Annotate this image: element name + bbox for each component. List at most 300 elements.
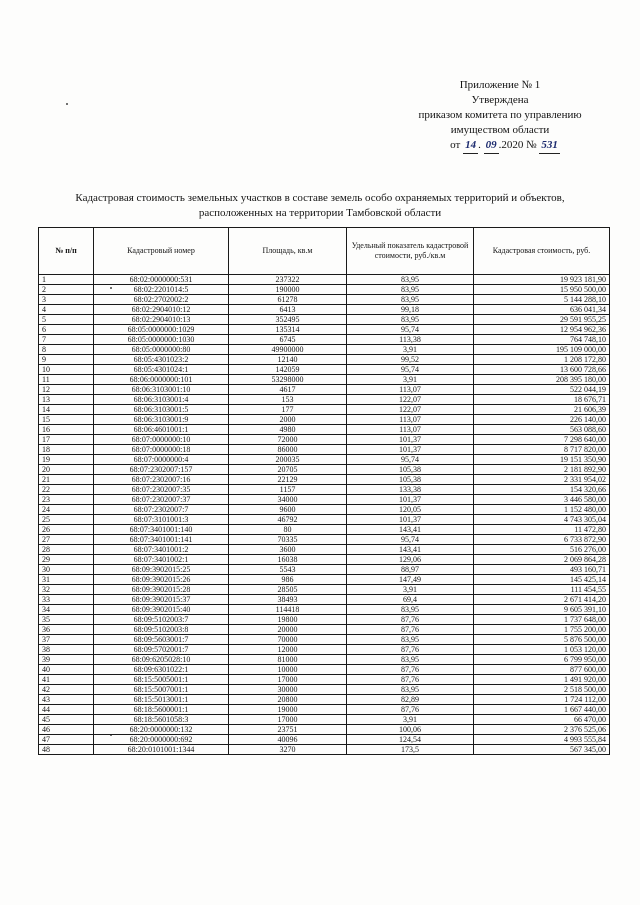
cadastral-number: 68:07:0000000:10 (94, 435, 229, 445)
row-number: 2 (39, 285, 94, 295)
row-number: 36 (39, 625, 94, 635)
table-row (39, 415, 610, 425)
area-value: 114418 (229, 605, 347, 615)
specific-value: 3,91 (347, 715, 474, 725)
cadastral-value: 12 954 962,36 (474, 325, 610, 335)
area-value: 70335 (229, 535, 347, 545)
header-cadastral-value: Кадастровая стоимость, руб. (474, 228, 610, 275)
area-value: 49900000 (229, 345, 347, 355)
title-line-2: расположенных на территории Тамбовской области (198, 207, 442, 219)
table-row (39, 465, 610, 475)
table-row (39, 585, 610, 595)
cadastral-value: 226 140,00 (474, 415, 610, 425)
cadastral-value: 21 606,39 (474, 405, 610, 415)
area-value: 153 (229, 395, 347, 405)
cadastral-value: 19 923 181,90 (474, 275, 610, 285)
cadastral-value: 9 605 391,10 (474, 605, 610, 615)
specific-value: 95,74 (347, 325, 474, 335)
row-number: 17 (39, 435, 94, 445)
table-row (39, 365, 610, 375)
area-value: 10000 (229, 665, 347, 675)
specific-value: 173,5 (347, 745, 474, 755)
cadastral-value: 2 518 500,00 (474, 685, 610, 695)
area-value: 4980 (229, 425, 347, 435)
row-number: 47 (39, 735, 94, 745)
area-value: 38493 (229, 595, 347, 605)
area-value: 19800 (229, 615, 347, 625)
area-value: 6745 (229, 335, 347, 345)
table-row (39, 385, 610, 395)
row-number: 28 (39, 545, 94, 555)
table-row (39, 545, 610, 555)
cadastral-number: 68:06:4601001:1 (94, 425, 229, 435)
approved-label: Утверждена (471, 94, 529, 106)
cadastral-value: 145 425,14 (474, 575, 610, 585)
specific-value: 113,07 (347, 385, 474, 395)
header-cadastral-number: Кадастровый номер (94, 228, 229, 275)
cadastral-number: 68:02:2904010:13 (94, 315, 229, 325)
row-number: 3 (39, 295, 94, 305)
table-row (39, 695, 610, 705)
cadastral-value: 111 454,55 (474, 585, 610, 595)
area-value: 19000 (229, 705, 347, 715)
cadastral-value: 11 472,80 (474, 525, 610, 535)
specific-value: 87,76 (347, 645, 474, 655)
specific-value: 3,91 (347, 585, 474, 595)
table-row (39, 345, 610, 355)
cadastral-number: 68:06:0000000:101 (94, 375, 229, 385)
cadastral-value: 516 276,00 (474, 545, 610, 555)
cadastral-value: 2 069 864,28 (474, 555, 610, 565)
table-row (39, 685, 610, 695)
table-row (39, 715, 610, 725)
row-number: 8 (39, 345, 94, 355)
table-row (39, 375, 610, 385)
specific-value: 87,76 (347, 675, 474, 685)
area-value: 9600 (229, 505, 347, 515)
specific-value: 101,37 (347, 495, 474, 505)
area-value: 352495 (229, 315, 347, 325)
cadastral-value: 13 600 728,66 (474, 365, 610, 375)
specific-value: 100,06 (347, 725, 474, 735)
specific-value: 105,38 (347, 465, 474, 475)
area-value: 34000 (229, 495, 347, 505)
specific-value: 113,38 (347, 335, 474, 345)
cadastral-value: 493 160,71 (474, 565, 610, 575)
row-number: 9 (39, 355, 94, 365)
row-number: 46 (39, 725, 94, 735)
title-line-1: Кадастровая стоимость земельных участков в составе земель особо охраняемых территорий и объектов, (75, 192, 565, 204)
specific-value: 99,52 (347, 355, 474, 365)
cadastral-value: 19 151 350,90 (474, 455, 610, 465)
cadastral-value: 1 755 200,00 (474, 625, 610, 635)
table-row (39, 455, 610, 465)
cadastral-number: 68:15:5007001:1 (94, 685, 229, 695)
cadastral-value: 18 676,71 (474, 395, 610, 405)
cadastral-number: 68:02:0000000:531 (94, 275, 229, 285)
area-value: 200035 (229, 455, 347, 465)
cadastral-number: 68:09:6301022:1 (94, 665, 229, 675)
table-row (39, 595, 610, 605)
table-row (39, 355, 610, 365)
cadastral-value: 3 446 580,00 (474, 495, 610, 505)
specific-value: 83,95 (347, 685, 474, 695)
specific-value: 69,4 (347, 595, 474, 605)
cadastral-value: 208 395 180,00 (474, 375, 610, 385)
cadastral-value: 6 799 950,00 (474, 655, 610, 665)
row-number: 19 (39, 455, 94, 465)
row-number: 42 (39, 685, 94, 695)
row-number: 29 (39, 555, 94, 565)
specific-value: 143,41 (347, 525, 474, 535)
document-title (40, 191, 600, 221)
header-specific-value: Удельный показатель кадастровой стоимости, руб./кв.м (347, 228, 474, 275)
cadastral-value: 877 600,00 (474, 665, 610, 675)
cadastral-number: 68:02:2201014:5 (94, 285, 229, 295)
cadastral-value: 154 320,66 (474, 485, 610, 495)
cadastral-number: 68:07:3401001:2 (94, 545, 229, 555)
table-row (39, 315, 610, 325)
cadastral-number: 68:07:2302007:157 (94, 465, 229, 475)
specific-value: 83,95 (347, 655, 474, 665)
cadastral-number: 68:02:2702002:2 (94, 295, 229, 305)
area-value: 23751 (229, 725, 347, 735)
specific-value: 133,38 (347, 485, 474, 495)
specific-value: 143,41 (347, 545, 474, 555)
cadastral-number: 68:05:0000000:1029 (94, 325, 229, 335)
row-number: 18 (39, 445, 94, 455)
specific-value: 83,95 (347, 315, 474, 325)
cadastral-value: 4 993 555,84 (474, 735, 610, 745)
row-number: 11 (39, 375, 94, 385)
area-value: 46792 (229, 515, 347, 525)
table-row (39, 605, 610, 615)
specific-value: 122,07 (347, 395, 474, 405)
row-number: 15 (39, 415, 94, 425)
cadastral-number: 68:06:3103001:10 (94, 385, 229, 395)
row-number: 10 (39, 365, 94, 375)
specific-value: 99,18 (347, 305, 474, 315)
table-row (39, 635, 610, 645)
table-header-row (39, 228, 610, 275)
cadastral-number: 68:07:2302007:35 (94, 485, 229, 495)
table-row (39, 295, 610, 305)
cadastral-value: 1 737 648,00 (474, 615, 610, 625)
cadastral-number: 68:05:0000000:1030 (94, 335, 229, 345)
cadastral-value: 29 591 955,25 (474, 315, 610, 325)
cadastral-value: 1 208 172,80 (474, 355, 610, 365)
cadastral-number: 68:18:5601058:3 (94, 715, 229, 725)
row-number: 33 (39, 595, 94, 605)
cadastral-value: 1 667 440,00 (474, 705, 610, 715)
cadastral-number: 68:15:5005001:1 (94, 675, 229, 685)
cadastral-value: 66 470,00 (474, 715, 610, 725)
specific-value: 147,49 (347, 575, 474, 585)
order-date-line: от 14 . 09 .2020 № 531 (390, 138, 620, 154)
row-number: 7 (39, 335, 94, 345)
cadastral-value: 2 376 525,06 (474, 725, 610, 735)
cadastral-number: 68:07:2302007:7 (94, 505, 229, 515)
table-row (39, 475, 610, 485)
row-number: 12 (39, 385, 94, 395)
specific-value: 101,37 (347, 515, 474, 525)
cadastral-value: 1 724 112,00 (474, 695, 610, 705)
cadastral-value: 764 748,10 (474, 335, 610, 345)
area-value: 6413 (229, 305, 347, 315)
cadastral-value: 636 041,34 (474, 305, 610, 315)
row-number: 25 (39, 515, 94, 525)
header-num: № п/п (39, 228, 94, 275)
cadastral-number: 68:09:6205028:10 (94, 655, 229, 665)
specific-value: 3,91 (347, 375, 474, 385)
table-row (39, 565, 610, 575)
cadastral-number: 68:07:2302007:16 (94, 475, 229, 485)
specific-value: 120,05 (347, 505, 474, 515)
cadastral-number: 68:02:2904010:12 (94, 305, 229, 315)
cadastral-number: 68:20:0101001:1344 (94, 745, 229, 755)
row-number: 31 (39, 575, 94, 585)
area-value: 22129 (229, 475, 347, 485)
table-row (39, 655, 610, 665)
specific-value: 122,07 (347, 405, 474, 415)
specific-value: 101,37 (347, 435, 474, 445)
area-value: 80 (229, 525, 347, 535)
cadastral-number: 68:07:3401001:140 (94, 525, 229, 535)
area-value: 70000 (229, 635, 347, 645)
area-value: 4617 (229, 385, 347, 395)
row-number: 48 (39, 745, 94, 755)
area-value: 190000 (229, 285, 347, 295)
specific-value: 83,95 (347, 295, 474, 305)
table-row (39, 485, 610, 495)
table-row (39, 505, 610, 515)
cadastral-number: 68:15:5013001:1 (94, 695, 229, 705)
area-value: 135314 (229, 325, 347, 335)
table-row (39, 675, 610, 685)
area-value: 5543 (229, 565, 347, 575)
area-value: 17000 (229, 715, 347, 725)
cadastral-value: 195 109 000,00 (474, 345, 610, 355)
specific-value: 83,95 (347, 605, 474, 615)
cadastral-value: 4 743 305,04 (474, 515, 610, 525)
cadastral-number: 68:20:0000000:692 (94, 735, 229, 745)
specific-value: 124,54 (347, 735, 474, 745)
specific-value: 87,76 (347, 705, 474, 715)
table-row (39, 725, 610, 735)
area-value: 20705 (229, 465, 347, 475)
cadastral-value: 6 733 872,90 (474, 535, 610, 545)
area-value: 53298000 (229, 375, 347, 385)
table-row (39, 745, 610, 755)
specific-value: 87,76 (347, 615, 474, 625)
area-value: 986 (229, 575, 347, 585)
specific-value: 129,06 (347, 555, 474, 565)
area-value: 12000 (229, 645, 347, 655)
specific-value: 83,95 (347, 275, 474, 285)
specific-value: 88,97 (347, 565, 474, 575)
area-value: 1157 (229, 485, 347, 495)
cadastral-number: 68:09:5702001:7 (94, 645, 229, 655)
specific-value: 95,74 (347, 365, 474, 375)
row-number: 27 (39, 535, 94, 545)
cadastral-value: 15 950 500,00 (474, 285, 610, 295)
cadastral-value: 2 671 414,20 (474, 595, 610, 605)
row-number: 43 (39, 695, 94, 705)
row-number: 5 (39, 315, 94, 325)
table-row (39, 525, 610, 535)
row-number: 35 (39, 615, 94, 625)
cadastral-number: 68:06:3103001:4 (94, 395, 229, 405)
table-row (39, 325, 610, 335)
table-row (39, 555, 610, 565)
row-number: 24 (39, 505, 94, 515)
cadastral-value: 7 298 640,00 (474, 435, 610, 445)
area-value: 20000 (229, 625, 347, 635)
row-number: 40 (39, 665, 94, 675)
order-day: 14 (463, 138, 478, 154)
specific-value: 83,95 (347, 285, 474, 295)
cadastral-number: 68:09:3902015:28 (94, 585, 229, 595)
cadastral-number: 68:09:5102003:7 (94, 615, 229, 625)
row-number: 32 (39, 585, 94, 595)
specific-value: 87,76 (347, 665, 474, 675)
area-value: 237322 (229, 275, 347, 285)
table-row (39, 435, 610, 445)
cadastral-value-table (38, 227, 610, 755)
cadastral-number: 68:07:2302007:37 (94, 495, 229, 505)
order-year: .2020 № (498, 139, 537, 151)
table-row (39, 495, 610, 505)
table-row (39, 735, 610, 745)
row-number: 38 (39, 645, 94, 655)
row-number: 30 (39, 565, 94, 575)
specific-value: 95,74 (347, 535, 474, 545)
row-number: 1 (39, 275, 94, 285)
specific-value: 3,91 (347, 345, 474, 355)
header-area: Площадь, кв.м (229, 228, 347, 275)
cadastral-number: 68:07:3401001:141 (94, 535, 229, 545)
table-row (39, 305, 610, 315)
cadastral-value: 5 144 288,10 (474, 295, 610, 305)
row-number: 20 (39, 465, 94, 475)
cadastral-number: 68:07:3401002:1 (94, 555, 229, 565)
scan-speck (66, 103, 68, 105)
order-issuer-line: приказом комитета по управлению (418, 109, 582, 121)
table-row (39, 275, 610, 285)
cadastral-value: 8 717 820,00 (474, 445, 610, 455)
cadastral-number: 68:09:3902015:25 (94, 565, 229, 575)
order-month: 09 (484, 138, 499, 154)
row-number: 13 (39, 395, 94, 405)
specific-value: 105,38 (347, 475, 474, 485)
cadastral-number: 68:09:3902015:26 (94, 575, 229, 585)
row-number: 22 (39, 485, 94, 495)
cadastral-number: 68:05:4301023:2 (94, 355, 229, 365)
table-row (39, 515, 610, 525)
area-value: 30000 (229, 685, 347, 695)
cadastral-value: 1 152 480,00 (474, 505, 610, 515)
cadastral-value: 2 181 892,90 (474, 465, 610, 475)
table-row (39, 645, 610, 655)
cadastral-number: 68:07:0000000:18 (94, 445, 229, 455)
cadastral-number: 68:09:3902015:40 (94, 605, 229, 615)
cadastral-number: 68:09:3902015:37 (94, 595, 229, 605)
specific-value: 113,07 (347, 415, 474, 425)
specific-value: 113,07 (347, 425, 474, 435)
cadastral-value: 5 876 500,00 (474, 635, 610, 645)
cadastral-number: 68:18:5600001:1 (94, 705, 229, 715)
area-value: 12140 (229, 355, 347, 365)
row-number: 39 (39, 655, 94, 665)
row-number: 44 (39, 705, 94, 715)
cadastral-number: 68:06:3103001:5 (94, 405, 229, 415)
area-value: 177 (229, 405, 347, 415)
order-number: 531 (539, 138, 560, 154)
table-row (39, 625, 610, 635)
cadastral-value: 522 044,19 (474, 385, 610, 395)
table-row (39, 335, 610, 345)
table-row (39, 405, 610, 415)
area-value: 2000 (229, 415, 347, 425)
cadastral-number: 68:05:4301024:1 (94, 365, 229, 375)
row-number: 26 (39, 525, 94, 535)
cadastral-value: 2 331 954,02 (474, 475, 610, 485)
row-number: 23 (39, 495, 94, 505)
area-value: 3270 (229, 745, 347, 755)
specific-value: 83,95 (347, 635, 474, 645)
row-number: 34 (39, 605, 94, 615)
table-row (39, 535, 610, 545)
table-row (39, 615, 610, 625)
table-row (39, 665, 610, 675)
row-number: 16 (39, 425, 94, 435)
row-number: 37 (39, 635, 94, 645)
cadastral-number: 68:09:5102003:8 (94, 625, 229, 635)
row-number: 41 (39, 675, 94, 685)
area-value: 28505 (229, 585, 347, 595)
cadastral-value: 1 053 120,00 (474, 645, 610, 655)
cadastral-number: 68:07:0000000:4 (94, 455, 229, 465)
table-row (39, 445, 610, 455)
cadastral-number: 68:06:3103001:9 (94, 415, 229, 425)
row-number: 45 (39, 715, 94, 725)
area-value: 40096 (229, 735, 347, 745)
area-value: 142059 (229, 365, 347, 375)
area-value: 72000 (229, 435, 347, 445)
area-value: 3600 (229, 545, 347, 555)
specific-value: 82,89 (347, 695, 474, 705)
area-value: 16038 (229, 555, 347, 565)
specific-value: 101,37 (347, 445, 474, 455)
row-number: 21 (39, 475, 94, 485)
row-number: 14 (39, 405, 94, 415)
specific-value: 87,76 (347, 625, 474, 635)
cadastral-number: 68:05:0000000:80 (94, 345, 229, 355)
cadastral-value: 567 345,00 (474, 745, 610, 755)
cadastral-number: 68:20:0000000:132 (94, 725, 229, 735)
row-number: 4 (39, 305, 94, 315)
cadastral-value: 563 088,60 (474, 425, 610, 435)
cadastral-number: 68:09:5603001:7 (94, 635, 229, 645)
specific-value: 95,74 (347, 455, 474, 465)
table-row (39, 705, 610, 715)
area-value: 20800 (229, 695, 347, 705)
area-value: 86000 (229, 445, 347, 455)
cadastral-number: 68:07:3101001:3 (94, 515, 229, 525)
row-number: 6 (39, 325, 94, 335)
table-row (39, 425, 610, 435)
area-value: 17000 (229, 675, 347, 685)
